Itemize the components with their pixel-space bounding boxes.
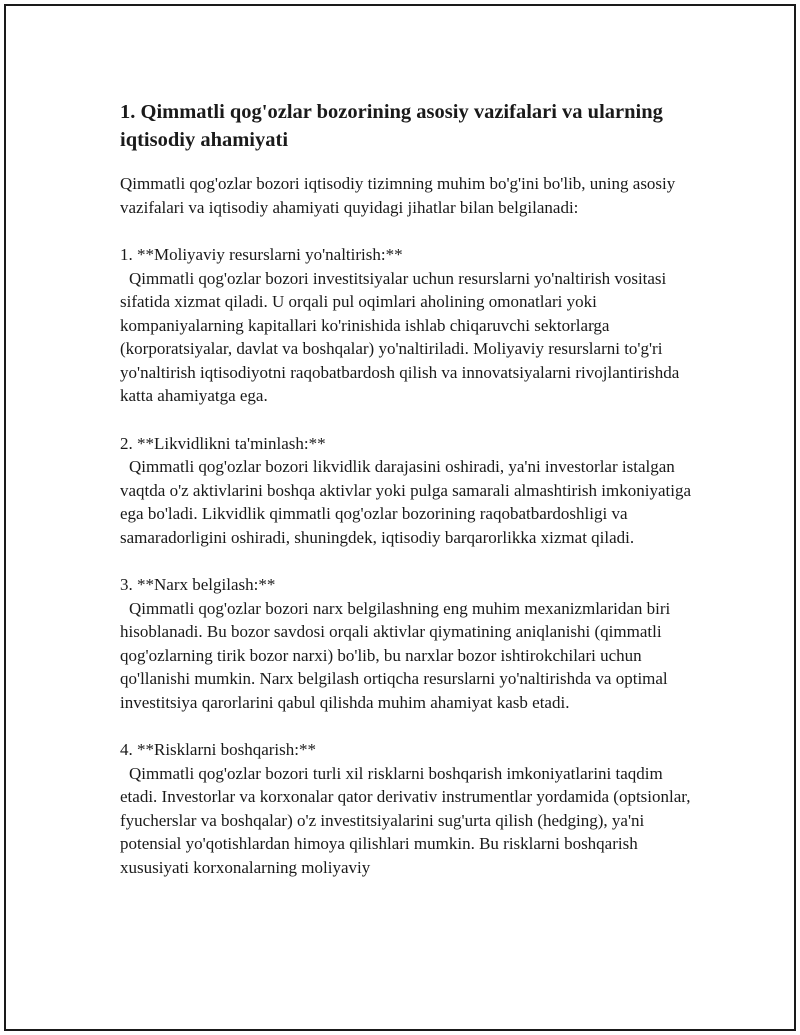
section-heading: 1. Qimmatli qog'ozlar bozorining asosiy vazifalari va ularning iqtisodiy ahamiyati — [120, 101, 663, 151]
list-item-liquidity — [120, 432, 692, 550]
list-item-title: 1. **Moliyaviy resurslarni yo'naltirish:** — [120, 245, 403, 264]
list-item-body: Qimmatli qog'ozlar bozori turli xil risklarni boshqarish imkoniyatlarini taqdim etadi. Investorlar va korxonalar qator derivativ instrumentlar yordamida (optsionlar, fyucherslar va boshqalar) o'z investitsiyalarini sug'urta qilish (hedging), ya'ni potensial yo'qotishlardan himoya qilishlari mumkin. Bu risklarni boshqarish xususiyati korxonalarning moliyaviy — [120, 763, 691, 877]
document-content — [120, 98, 692, 903]
list-item-financial-resources — [120, 243, 692, 408]
page-frame — [4, 4, 796, 1031]
list-item-risk-management — [120, 738, 692, 879]
list-item-title: 3. **Narx belgilash:** — [120, 575, 276, 594]
list-item-title: 4. **Risklarni boshqarish:** — [120, 740, 316, 759]
list-item-body: Qimmatli qog'ozlar bozori narx belgilashning eng muhim mexanizmlaridan biri hisoblanadi. Bu bozor savdosi orqali aktivlar qiymatining aniqlanishi (qimmatli qog'ozlarning tirik bozor narxi) bo'lib, bu narxlar bozor ishtirokchilari uchun qo'llanishi mumkin. Narx belgilash ortiqcha resurslarni yo'naltirishda va optimal investitsiya qarorlarini qabul qilishda muhim ahamiyat kasb etadi. — [120, 598, 671, 712]
intro-paragraph: Qimmatli qog'ozlar bozori iqtisodiy tizimning muhim bo'g'ini bo'lib, uning asosiy vazifalari va iqtisodiy ahamiyati quyidagi jihatlar bilan belgilanadi: — [120, 174, 676, 217]
list-item-pricing — [120, 573, 692, 714]
list-item-title: 2. **Likvidlikni ta'minlash:** — [120, 433, 326, 453]
list-item-body: Qimmatli qog'ozlar bozori investitsiyalar uchun resurslarni yo'naltirish vositasi sifatida xizmat qiladi. U orqali pul oqimlari aholining omonatlari yoki kompaniyalarning kapitallari ko'rinishida ishlab chiqaruvchi sektorlarga (korporatsiyalar, davlat va boshqalar) yo'naltiriladi. Moliyaviy resurslarni to'g'ri yo'naltirish iqtisodiyotni raqobatbardosh qilish va innovatsiyalarni rivojlantirishda katta ahamiyatga ega. — [120, 268, 680, 405]
list-item-body: Qimmatli qog'ozlar bozori likvidlik darajasini oshiradi, ya'ni investorlar istalgan vaqtda o'z aktivlarini boshqa aktivlar yoki pulga samarali almashtirish imkoniyatiga ega bo'ladi. Likvidlik qimmatli qog'ozlar bozorining raqobatbardoshligi va samaradorligini oshiradi, shuningdek, iqtisodiy barqarorlikka xizmat qiladi. — [120, 457, 692, 547]
